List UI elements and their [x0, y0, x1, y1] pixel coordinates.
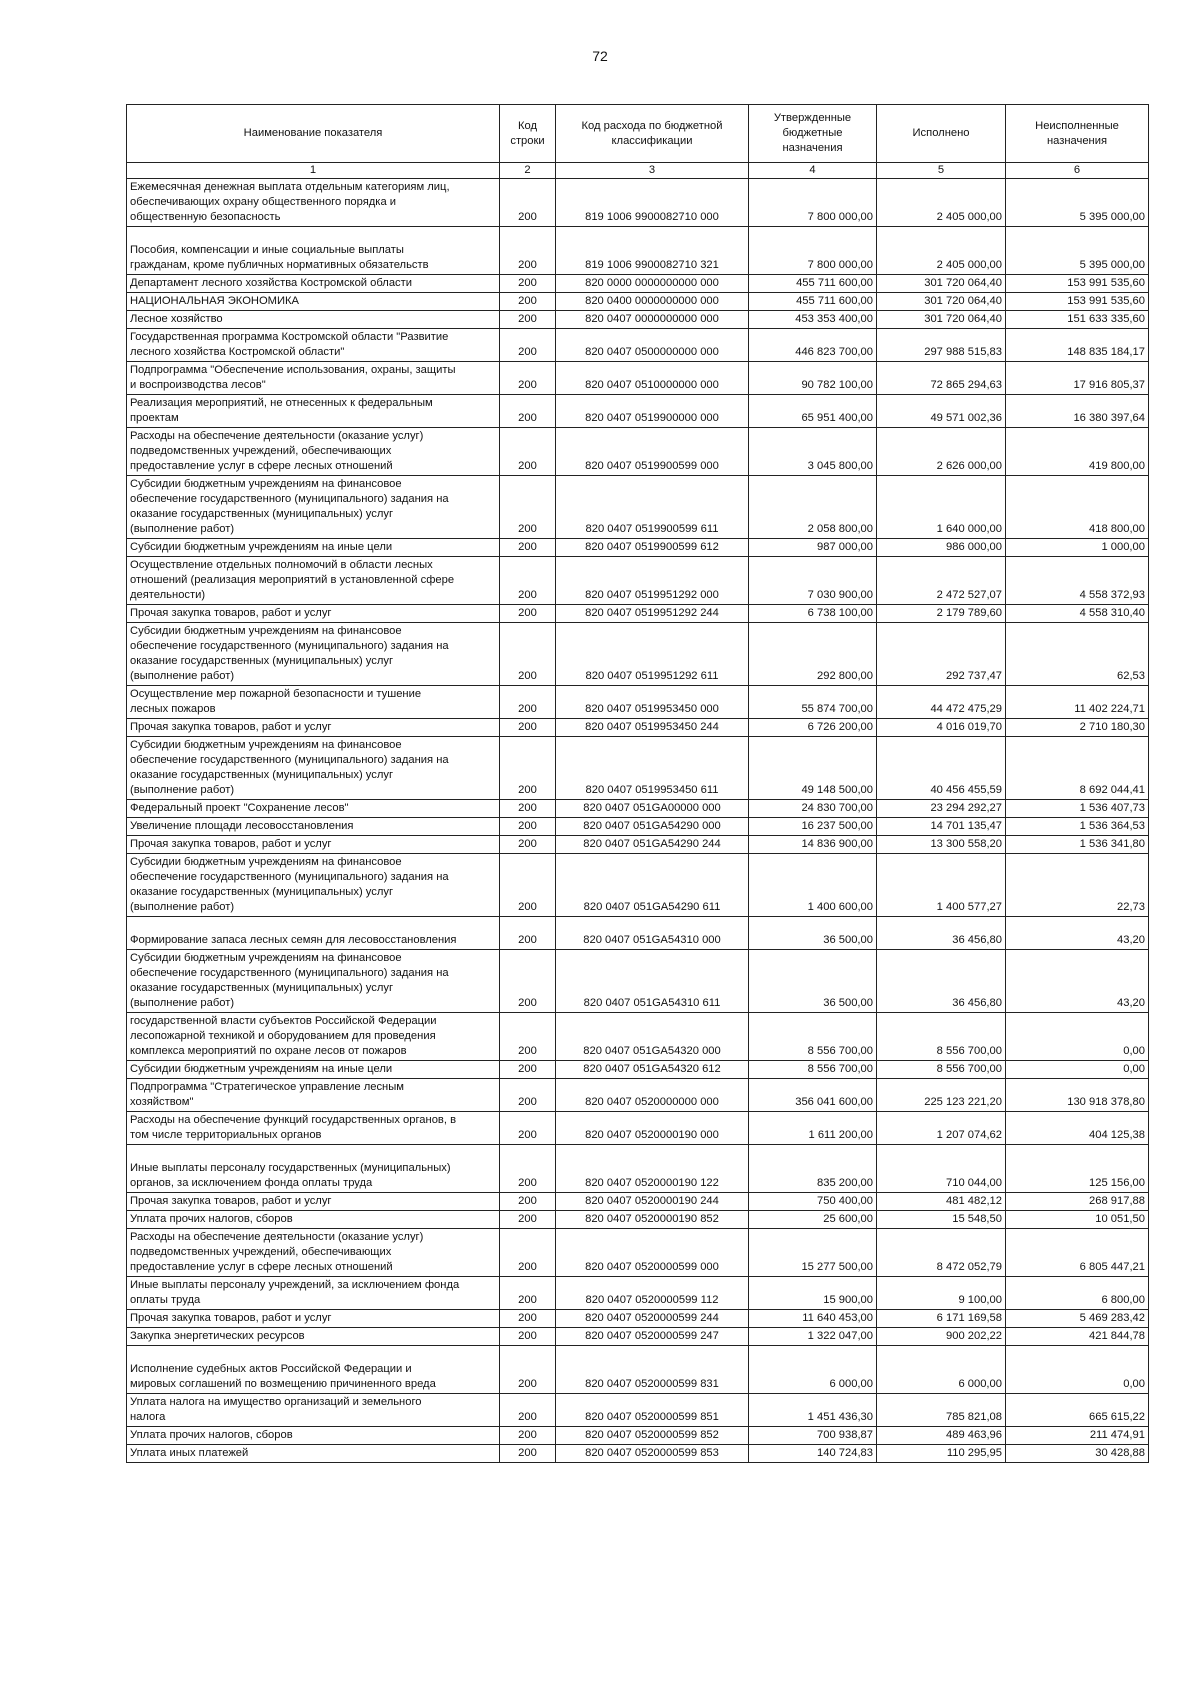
row-budget-code: 820 0407 0520000599 000	[556, 1229, 749, 1277]
row-name: Реализация мероприятий, не отнесенных к федеральным проектам	[127, 395, 500, 428]
row-name: Федеральный проект "Сохранение лесов"	[127, 800, 500, 818]
row-approved: 987 000,00	[749, 539, 877, 557]
row-name: Лесное хозяйство	[127, 311, 500, 329]
row-line-code: 200	[500, 719, 556, 737]
row-executed: 6 000,00	[877, 1346, 1006, 1394]
row-unexecuted: 148 835 184,17	[1006, 329, 1149, 362]
row-budget-code: 820 0000 0000000000 000	[556, 275, 749, 293]
row-budget-code: 820 0407 0520000599 831	[556, 1346, 749, 1394]
row-approved: 6 726 200,00	[749, 719, 877, 737]
row-budget-code: 820 0407 051GA54310 611	[556, 950, 749, 1013]
row-name: НАЦИОНАЛЬНАЯ ЭКОНОМИКА	[127, 293, 500, 311]
row-budget-code: 820 0407 0519951292 244	[556, 605, 749, 623]
row-executed: 2 179 789,60	[877, 605, 1006, 623]
row-unexecuted: 125 156,00	[1006, 1145, 1149, 1193]
header-executed: Исполнено	[877, 105, 1006, 163]
row-approved: 24 830 700,00	[749, 800, 877, 818]
row-approved: 6 738 100,00	[749, 605, 877, 623]
row-executed: 6 171 169,58	[877, 1310, 1006, 1328]
row-budget-code: 820 0407 051GA54290 000	[556, 818, 749, 836]
row-approved: 1 451 436,30	[749, 1394, 877, 1427]
row-name: Департамент лесного хозяйства Костромской области	[127, 275, 500, 293]
row-executed: 44 472 475,29	[877, 686, 1006, 719]
row-approved: 1 400 600,00	[749, 854, 877, 917]
row-executed: 986 000,00	[877, 539, 1006, 557]
row-unexecuted: 0,00	[1006, 1346, 1149, 1394]
table-row	[127, 539, 1149, 557]
row-executed: 8 556 700,00	[877, 1013, 1006, 1061]
row-line-code: 200	[500, 311, 556, 329]
row-executed: 301 720 064,40	[877, 293, 1006, 311]
row-executed: 301 720 064,40	[877, 311, 1006, 329]
row-line-code: 200	[500, 1193, 556, 1211]
row-name: Субсидии бюджетным учреждениям на финансовое обеспечение государственного (муниципального) задания на оказание государственных (муниципальных) услуг (выполнение работ)	[127, 737, 500, 800]
row-budget-code: 820 0407 0519900000 000	[556, 395, 749, 428]
row-line-code: 200	[500, 686, 556, 719]
row-name: государственной власти субъектов Российской Федерации лесопожарной техникой и оборудованием для проведения комплекса мероприятий по охране лесов от пожаров	[127, 1013, 500, 1061]
row-budget-code: 820 0407 0520000599 244	[556, 1310, 749, 1328]
table-row	[127, 362, 1149, 395]
row-name: Субсидии бюджетным учреждениям на финансовое обеспечение государственного (муниципального) задания на оказание государственных (муниципальных) услуг (выполнение работ)	[127, 854, 500, 917]
table-row	[127, 1328, 1149, 1346]
row-unexecuted: 421 844,78	[1006, 1328, 1149, 1346]
row-unexecuted: 1 536 407,73	[1006, 800, 1149, 818]
row-line-code: 200	[500, 950, 556, 1013]
row-name: Прочая закупка товаров, работ и услуг	[127, 1193, 500, 1211]
row-unexecuted: 4 558 372,93	[1006, 557, 1149, 605]
row-line-code: 200	[500, 800, 556, 818]
row-name: Закупка энергетических ресурсов	[127, 1328, 500, 1346]
row-unexecuted: 1 536 341,80	[1006, 836, 1149, 854]
row-name: Субсидии бюджетным учреждениям на иные цели	[127, 539, 500, 557]
row-executed: 710 044,00	[877, 1145, 1006, 1193]
row-approved: 49 148 500,00	[749, 737, 877, 800]
column-number: 2	[500, 163, 556, 179]
row-executed: 8 556 700,00	[877, 1061, 1006, 1079]
row-unexecuted: 268 917,88	[1006, 1193, 1149, 1211]
row-unexecuted: 16 380 397,64	[1006, 395, 1149, 428]
column-number: 1	[127, 163, 500, 179]
row-approved: 356 041 600,00	[749, 1079, 877, 1112]
row-unexecuted: 153 991 535,60	[1006, 293, 1149, 311]
table-row	[127, 1310, 1149, 1328]
row-budget-code: 820 0407 0519953450 000	[556, 686, 749, 719]
row-unexecuted: 6 800,00	[1006, 1277, 1149, 1310]
row-executed: 2 626 000,00	[877, 428, 1006, 476]
row-approved: 140 724,83	[749, 1445, 877, 1463]
row-budget-code: 820 0407 0519951292 611	[556, 623, 749, 686]
row-line-code: 200	[500, 362, 556, 395]
row-approved: 55 874 700,00	[749, 686, 877, 719]
row-executed: 1 207 074,62	[877, 1112, 1006, 1145]
column-number: 6	[1006, 163, 1149, 179]
row-line-code: 200	[500, 293, 556, 311]
row-name: Прочая закупка товаров, работ и услуг	[127, 836, 500, 854]
row-approved: 453 353 400,00	[749, 311, 877, 329]
row-line-code: 200	[500, 227, 556, 275]
row-line-code: 200	[500, 179, 556, 227]
row-budget-code: 820 0407 0520000190 244	[556, 1193, 749, 1211]
row-name: Подпрограмма "Обеспечение использования, охраны, защиты и воспроизводства лесов"	[127, 362, 500, 395]
table-row	[127, 1277, 1149, 1310]
row-budget-code: 820 0407 0520000190 000	[556, 1112, 749, 1145]
table-row	[127, 395, 1149, 428]
row-unexecuted: 419 800,00	[1006, 428, 1149, 476]
header-unexecuted: Неисполненные назначения	[1006, 105, 1149, 163]
row-executed: 900 202,22	[877, 1328, 1006, 1346]
row-executed: 49 571 002,36	[877, 395, 1006, 428]
row-line-code: 200	[500, 557, 556, 605]
table-row	[127, 1193, 1149, 1211]
row-executed: 72 865 294,63	[877, 362, 1006, 395]
row-approved: 14 836 900,00	[749, 836, 877, 854]
row-name: Иные выплаты персоналу учреждений, за исключением фонда оплаты труда	[127, 1277, 500, 1310]
row-executed: 8 472 052,79	[877, 1229, 1006, 1277]
table-row	[127, 854, 1149, 917]
row-unexecuted: 4 558 310,40	[1006, 605, 1149, 623]
row-executed: 13 300 558,20	[877, 836, 1006, 854]
table-row	[127, 950, 1149, 1013]
row-budget-code: 820 0407 0519900599 000	[556, 428, 749, 476]
table-row	[127, 1445, 1149, 1463]
row-line-code: 200	[500, 1427, 556, 1445]
row-approved: 750 400,00	[749, 1193, 877, 1211]
table-row	[127, 1427, 1149, 1445]
row-line-code: 200	[500, 395, 556, 428]
row-executed: 2 472 527,07	[877, 557, 1006, 605]
row-executed: 4 016 019,70	[877, 719, 1006, 737]
row-unexecuted: 130 918 378,80	[1006, 1079, 1149, 1112]
row-budget-code: 820 0407 0000000000 000	[556, 311, 749, 329]
row-name: Расходы на обеспечение деятельности (оказание услуг) подведомственных учреждений, обеспечивающих предоставление услуг в сфере лесных отношений	[127, 1229, 500, 1277]
row-line-code: 200	[500, 476, 556, 539]
row-line-code: 200	[500, 1061, 556, 1079]
row-approved: 7 800 000,00	[749, 179, 877, 227]
header-approved: Утвержденные бюджетные назначения	[749, 105, 877, 163]
table-row	[127, 818, 1149, 836]
row-unexecuted: 0,00	[1006, 1061, 1149, 1079]
header-budget-code: Код расхода по бюджетной классификации	[556, 105, 749, 163]
row-line-code: 200	[500, 854, 556, 917]
row-unexecuted: 1 536 364,53	[1006, 818, 1149, 836]
row-approved: 15 900,00	[749, 1277, 877, 1310]
row-budget-code: 820 0400 0000000000 000	[556, 293, 749, 311]
row-approved: 3 045 800,00	[749, 428, 877, 476]
row-name: Увеличение площади лесовосстановления	[127, 818, 500, 836]
row-line-code: 200	[500, 605, 556, 623]
table-row	[127, 428, 1149, 476]
row-approved: 65 951 400,00	[749, 395, 877, 428]
row-executed: 15 548,50	[877, 1211, 1006, 1229]
row-executed: 14 701 135,47	[877, 818, 1006, 836]
row-line-code: 200	[500, 1310, 556, 1328]
row-budget-code: 820 0407 0519900599 612	[556, 539, 749, 557]
table-row	[127, 800, 1149, 818]
column-number: 3	[556, 163, 749, 179]
row-line-code: 200	[500, 1328, 556, 1346]
header-line-code: Код строки	[500, 105, 556, 163]
row-line-code: 200	[500, 1346, 556, 1394]
row-unexecuted: 665 615,22	[1006, 1394, 1149, 1427]
row-line-code: 200	[500, 1445, 556, 1463]
row-approved: 700 938,87	[749, 1427, 877, 1445]
row-unexecuted: 17 916 805,37	[1006, 362, 1149, 395]
row-unexecuted: 0,00	[1006, 1013, 1149, 1061]
row-approved: 25 600,00	[749, 1211, 877, 1229]
row-executed: 481 482,12	[877, 1193, 1006, 1211]
row-budget-code: 820 0407 0510000000 000	[556, 362, 749, 395]
row-unexecuted: 1 000,00	[1006, 539, 1149, 557]
table-row	[127, 917, 1149, 950]
row-approved: 8 556 700,00	[749, 1013, 877, 1061]
row-name: Прочая закупка товаров, работ и услуг	[127, 1310, 500, 1328]
row-budget-code: 820 0407 0520000190 852	[556, 1211, 749, 1229]
row-unexecuted: 6 805 447,21	[1006, 1229, 1149, 1277]
row-approved: 7 030 900,00	[749, 557, 877, 605]
row-approved: 446 823 700,00	[749, 329, 877, 362]
row-name: Субсидии бюджетным учреждениям на финансовое обеспечение государственного (муниципального) задания на оказание государственных (муниципальных) услуг (выполнение работ)	[127, 623, 500, 686]
row-line-code: 200	[500, 1229, 556, 1277]
row-executed: 36 456,80	[877, 917, 1006, 950]
row-line-code: 200	[500, 1394, 556, 1427]
row-unexecuted: 10 051,50	[1006, 1211, 1149, 1229]
row-budget-code: 820 0407 051GA54320 000	[556, 1013, 749, 1061]
row-line-code: 200	[500, 539, 556, 557]
row-unexecuted: 2 710 180,30	[1006, 719, 1149, 737]
row-name: Субсидии бюджетным учреждениям на финансовое обеспечение государственного (муниципального) задания на оказание государственных (муниципальных) услуг (выполнение работ)	[127, 476, 500, 539]
row-budget-code: 820 0407 0519951292 000	[556, 557, 749, 605]
row-name: Субсидии бюджетным учреждениям на финансовое обеспечение государственного (муниципального) задания на оказание государственных (муниципальных) услуг (выполнение работ)	[127, 950, 500, 1013]
row-line-code: 200	[500, 1145, 556, 1193]
row-budget-code: 819 1006 9900082710 000	[556, 179, 749, 227]
row-unexecuted: 43,20	[1006, 917, 1149, 950]
row-approved: 90 782 100,00	[749, 362, 877, 395]
row-approved: 16 237 500,00	[749, 818, 877, 836]
row-name: Подпрограмма "Стратегическое управление лесным хозяйством"	[127, 1079, 500, 1112]
row-name: Иные выплаты персоналу государственных (муниципальных) органов, за исключением фонда оплаты труда	[127, 1145, 500, 1193]
row-name: Государственная программа Костромской области "Развитие лесного хозяйства Костромской области"	[127, 329, 500, 362]
row-budget-code: 820 0407 051GA54320 612	[556, 1061, 749, 1079]
row-approved: 2 058 800,00	[749, 476, 877, 539]
row-line-code: 200	[500, 329, 556, 362]
row-approved: 36 500,00	[749, 950, 877, 1013]
row-budget-code: 820 0407 0520000599 852	[556, 1427, 749, 1445]
row-unexecuted: 5 469 283,42	[1006, 1310, 1149, 1328]
row-name: Уплата налога на имущество организаций и земельного налога	[127, 1394, 500, 1427]
row-name: Исполнение судебных актов Российской Федерации и мировых соглашений по возмещению причиненного вреда	[127, 1346, 500, 1394]
row-unexecuted: 153 991 535,60	[1006, 275, 1149, 293]
row-executed: 225 123 221,20	[877, 1079, 1006, 1112]
row-unexecuted: 30 428,88	[1006, 1445, 1149, 1463]
row-approved: 6 000,00	[749, 1346, 877, 1394]
row-name: Уплата прочих налогов, сборов	[127, 1427, 500, 1445]
row-executed: 1 400 577,27	[877, 854, 1006, 917]
row-line-code: 200	[500, 1079, 556, 1112]
row-budget-code: 820 0407 0519900599 611	[556, 476, 749, 539]
row-line-code: 200	[500, 737, 556, 800]
row-budget-code: 820 0407 0519953450 611	[556, 737, 749, 800]
row-line-code: 200	[500, 917, 556, 950]
row-approved: 11 640 453,00	[749, 1310, 877, 1328]
row-line-code: 200	[500, 1112, 556, 1145]
row-budget-code: 820 0407 0520000599 112	[556, 1277, 749, 1310]
row-budget-code: 820 0407 0520000000 000	[556, 1079, 749, 1112]
header-name: Наименование показателя	[127, 105, 500, 163]
column-number-row	[127, 163, 1149, 179]
row-executed: 301 720 064,40	[877, 275, 1006, 293]
row-line-code: 200	[500, 623, 556, 686]
row-name: Уплата иных платежей	[127, 1445, 500, 1463]
row-approved: 455 711 600,00	[749, 275, 877, 293]
row-approved: 15 277 500,00	[749, 1229, 877, 1277]
column-number: 4	[749, 163, 877, 179]
table-row	[127, 1346, 1149, 1394]
row-name: Субсидии бюджетным учреждениям на иные цели	[127, 1061, 500, 1079]
row-budget-code: 820 0407 0500000000 000	[556, 329, 749, 362]
row-unexecuted: 5 395 000,00	[1006, 227, 1149, 275]
table-row	[127, 1229, 1149, 1277]
header-row	[127, 105, 1149, 163]
row-line-code: 200	[500, 818, 556, 836]
table-row	[127, 1079, 1149, 1112]
row-line-code: 200	[500, 836, 556, 854]
row-budget-code: 820 0407 0520000599 853	[556, 1445, 749, 1463]
row-approved: 455 711 600,00	[749, 293, 877, 311]
table-row	[127, 1211, 1149, 1229]
row-unexecuted: 418 800,00	[1006, 476, 1149, 539]
row-line-code: 200	[500, 1277, 556, 1310]
row-line-code: 200	[500, 275, 556, 293]
row-approved: 292 800,00	[749, 623, 877, 686]
row-approved: 36 500,00	[749, 917, 877, 950]
row-budget-code: 820 0407 051GA54310 000	[556, 917, 749, 950]
row-name: Расходы на обеспечение функций государственных органов, в том числе территориальных органов	[127, 1112, 500, 1145]
column-number: 5	[877, 163, 1006, 179]
table-row	[127, 1145, 1149, 1193]
table-row	[127, 557, 1149, 605]
row-budget-code: 820 0407 0520000190 122	[556, 1145, 749, 1193]
row-budget-code: 820 0407 0520000599 851	[556, 1394, 749, 1427]
row-executed: 297 988 515,83	[877, 329, 1006, 362]
table-row	[127, 1061, 1149, 1079]
table-row	[127, 275, 1149, 293]
table-row	[127, 605, 1149, 623]
row-name: Ежемесячная денежная выплата отдельным категориям лиц, обеспечивающих охрану общественного порядка и общественную безопасность	[127, 179, 500, 227]
row-approved: 1 322 047,00	[749, 1328, 877, 1346]
row-name: Пособия, компенсации и иные социальные выплаты гражданам, кроме публичных нормативных обязательств	[127, 227, 500, 275]
row-approved: 7 800 000,00	[749, 227, 877, 275]
table-row	[127, 686, 1149, 719]
table-row	[127, 737, 1149, 800]
row-executed: 785 821,08	[877, 1394, 1006, 1427]
table-row	[127, 836, 1149, 854]
row-budget-code: 820 0407 051GA54290 611	[556, 854, 749, 917]
row-approved: 835 200,00	[749, 1145, 877, 1193]
row-unexecuted: 5 395 000,00	[1006, 179, 1149, 227]
row-executed: 40 456 455,59	[877, 737, 1006, 800]
row-budget-code: 820 0407 0520000599 247	[556, 1328, 749, 1346]
row-line-code: 200	[500, 1211, 556, 1229]
row-line-code: 200	[500, 1013, 556, 1061]
table-row	[127, 476, 1149, 539]
row-executed: 110 295,95	[877, 1445, 1006, 1463]
table-row	[127, 1112, 1149, 1145]
row-budget-code: 820 0407 051GA00000 000	[556, 800, 749, 818]
row-unexecuted: 211 474,91	[1006, 1427, 1149, 1445]
row-name: Осуществление мер пожарной безопасности и тушение лесных пожаров	[127, 686, 500, 719]
row-executed: 9 100,00	[877, 1277, 1006, 1310]
row-approved: 8 556 700,00	[749, 1061, 877, 1079]
row-line-code: 200	[500, 428, 556, 476]
table-row	[127, 1394, 1149, 1427]
table-row	[127, 329, 1149, 362]
budget-execution-table	[126, 104, 1149, 1463]
table-row	[127, 227, 1149, 275]
row-budget-code: 820 0407 051GA54290 244	[556, 836, 749, 854]
row-name: Прочая закупка товаров, работ и услуг	[127, 605, 500, 623]
table-body	[127, 179, 1149, 1463]
row-name: Прочая закупка товаров, работ и услуг	[127, 719, 500, 737]
row-executed: 36 456,80	[877, 950, 1006, 1013]
row-name: Осуществление отдельных полномочий в области лесных отношений (реализация мероприятий в установленной сфере деятельности)	[127, 557, 500, 605]
row-unexecuted: 11 402 224,71	[1006, 686, 1149, 719]
row-name: Формирование запаса лесных семян для лесовосстановления	[127, 917, 500, 950]
table-row	[127, 179, 1149, 227]
row-executed: 2 405 000,00	[877, 227, 1006, 275]
row-name: Расходы на обеспечение деятельности (оказание услуг) подведомственных учреждений, обеспечивающих предоставление услуг в сфере лесных отношений	[127, 428, 500, 476]
row-unexecuted: 43,20	[1006, 950, 1149, 1013]
table-row	[127, 623, 1149, 686]
table-row	[127, 311, 1149, 329]
row-unexecuted: 22,73	[1006, 854, 1149, 917]
row-unexecuted: 151 633 335,60	[1006, 311, 1149, 329]
row-approved: 1 611 200,00	[749, 1112, 877, 1145]
table-row	[127, 293, 1149, 311]
row-unexecuted: 62,53	[1006, 623, 1149, 686]
page-number: 72	[592, 48, 608, 64]
table-row	[127, 1013, 1149, 1061]
row-name: Уплата прочих налогов, сборов	[127, 1211, 500, 1229]
row-unexecuted: 8 692 044,41	[1006, 737, 1149, 800]
row-executed: 292 737,47	[877, 623, 1006, 686]
row-budget-code: 819 1006 9900082710 321	[556, 227, 749, 275]
row-executed: 2 405 000,00	[877, 179, 1006, 227]
table-row	[127, 719, 1149, 737]
row-executed: 1 640 000,00	[877, 476, 1006, 539]
row-budget-code: 820 0407 0519953450 244	[556, 719, 749, 737]
row-executed: 489 463,96	[877, 1427, 1006, 1445]
row-executed: 23 294 292,27	[877, 800, 1006, 818]
row-unexecuted: 404 125,38	[1006, 1112, 1149, 1145]
